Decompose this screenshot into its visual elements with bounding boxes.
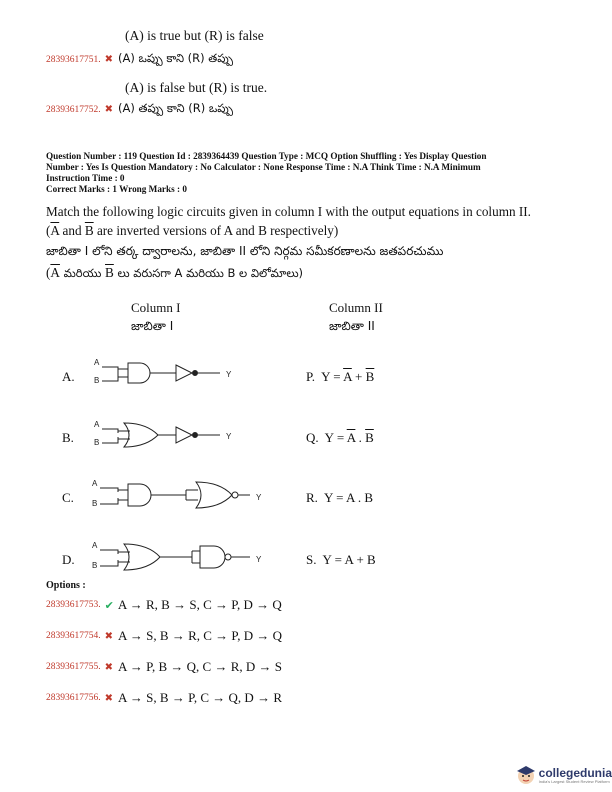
eq-label: R. (306, 490, 318, 505)
input-b-label: B (92, 561, 98, 570)
prev-option-1[interactable] (46, 51, 233, 68)
prev-option-2-english: (A) is false but (R) is true. (125, 80, 268, 95)
brand-name: collegedunia (538, 765, 612, 780)
row-d-label: D. (62, 552, 75, 567)
eq-b: $\overline{B}$ (365, 430, 374, 445)
input-b-label: B (92, 499, 98, 508)
column-2-heading-telugu: జాబితా II (329, 319, 375, 333)
question-text-telugu: జాబితా I లోని తర్క ద్వారాలను, జాబితా II లోని నిర్గమ సమీకరణాలను జతపరచుము (46, 244, 444, 258)
a-bar: $\overline{A}$ (50, 223, 60, 238)
eq-label: S. (306, 552, 317, 567)
equation-r (306, 490, 373, 506)
eq-op: . (355, 430, 366, 445)
option-text: A → S, B → R, C → P, D → Q (118, 628, 282, 643)
equation-p (306, 369, 374, 385)
option-id: 28393617756. (46, 693, 101, 703)
brand-tagline: India's Largest Student Review Platform (538, 778, 610, 784)
eq-a: $\overline{A}$ (346, 430, 356, 445)
wrong-cross-icon: ✖ (104, 630, 114, 642)
input-a-label: A (92, 479, 98, 488)
eq-text: Y = A . B (323, 490, 374, 505)
a-bar: $\overline{A}$ (50, 265, 60, 280)
circuit-b-nor (88, 417, 248, 453)
column-2-heading: Column II (329, 300, 383, 315)
output-y-label: Y (226, 370, 232, 379)
input-b-label: B (94, 438, 100, 447)
option-id: 28393617752. (46, 104, 101, 115)
option-id: 28393617754. (46, 631, 101, 641)
eq-text: Y = A + B (322, 552, 376, 567)
equation-s (306, 552, 376, 568)
eq-pre: Y = (324, 430, 347, 445)
inv-and: and (59, 223, 85, 238)
inverted-note-english: ($\overline{A}$ and $\overline{B}$ are inverted versions of A and B respectively) (46, 223, 339, 238)
row-a-label: A. (62, 369, 75, 384)
inverted-note-telugu: ($\overline{A}$ మరియు $\overline{B}$ లు వరుసగా A మరియు B ల విలోమాలు) (46, 265, 304, 280)
eq-b: $\overline{B}$ (365, 369, 375, 384)
te-and: మరియు (59, 266, 106, 280)
output-y-label: Y (256, 493, 262, 502)
wrong-cross-icon: ✖ (104, 692, 114, 704)
row-b-label: B. (62, 430, 74, 445)
student-avatar-icon (515, 764, 537, 786)
option-id: 28393617755. (46, 662, 101, 672)
input-a-label: A (92, 541, 98, 550)
question-meta-line: Instruction Time : 0 (46, 173, 125, 183)
option-1[interactable] (46, 597, 282, 613)
prev-option-1-english: (A) is true but (R) is false (125, 28, 264, 43)
column-1-heading-telugu: జాబితా I (131, 319, 174, 333)
wrong-cross-icon: ✖ (104, 104, 114, 115)
te-rest: లు వరుసగా A మరియు B ల విలోమాలు) (113, 266, 304, 280)
input-b-label: B (94, 376, 100, 385)
row-c-label: C. (62, 490, 74, 505)
inv-rest: are inverted versions of A and B respectively) (93, 223, 339, 238)
correct-check-icon: ✔ (104, 598, 114, 612)
question-marks: Correct Marks : 1 Wrong Marks : 0 (46, 184, 187, 194)
question-meta (46, 151, 566, 195)
circuit-a-nand (88, 355, 248, 391)
eq-label: P. (306, 369, 316, 384)
option-3[interactable] (46, 659, 282, 675)
eq-pre: Y = (321, 369, 344, 384)
wrong-cross-icon: ✖ (104, 54, 114, 65)
collegedunia-logo (515, 764, 612, 786)
option-text: A → R, B → S, C → P, D → Q (117, 597, 282, 612)
output-y-label: Y (226, 432, 232, 441)
eq-op: + (351, 369, 366, 384)
option-id: 28393617751. (46, 54, 101, 65)
input-a-label: A (94, 420, 100, 429)
output-y-label: Y (256, 555, 262, 564)
prev-option-1-telugu: (A) ఒప్పు కాని (R) తప్పు (118, 51, 233, 65)
b-bar: $\overline{B}$ (105, 265, 114, 280)
option-4[interactable] (46, 690, 282, 706)
equation-q (306, 430, 374, 446)
input-a-label: A (94, 358, 100, 367)
question-meta-line: Number : Yes Is Question Mandatory : No Calculator : None Response Time : N.A Think Time : N.A Minimum (46, 162, 481, 172)
wrong-cross-icon: ✖ (104, 661, 114, 673)
question-meta-line: Question Number : 119 Question Id : 2839364439 Question Type : MCQ Option Shuffling : Yes Display Question (46, 151, 487, 161)
circuit-c-and-nor (88, 476, 278, 514)
eq-a: $\overline{A}$ (343, 369, 352, 384)
option-id: 28393617753. (46, 600, 101, 610)
option-2[interactable] (46, 628, 282, 644)
option-text: A → P, B → Q, C → R, D → S (118, 659, 282, 674)
circuit-d-or-nand (88, 538, 278, 576)
eq-label: Q. (306, 430, 319, 445)
options-heading: Options : (46, 580, 86, 591)
b-bar: $\overline{B}$ (84, 223, 94, 238)
option-text: A → S, B → P, C → Q, D → R (118, 690, 282, 705)
prev-option-2-telugu: (A) తప్పు కాని (R) ఒప్పు (118, 101, 233, 115)
column-1-heading: Column I (131, 300, 181, 315)
question-text-english: Match the following logic circuits given in column I with the output equations in column II. (46, 204, 531, 219)
prev-option-2[interactable] (46, 101, 233, 118)
